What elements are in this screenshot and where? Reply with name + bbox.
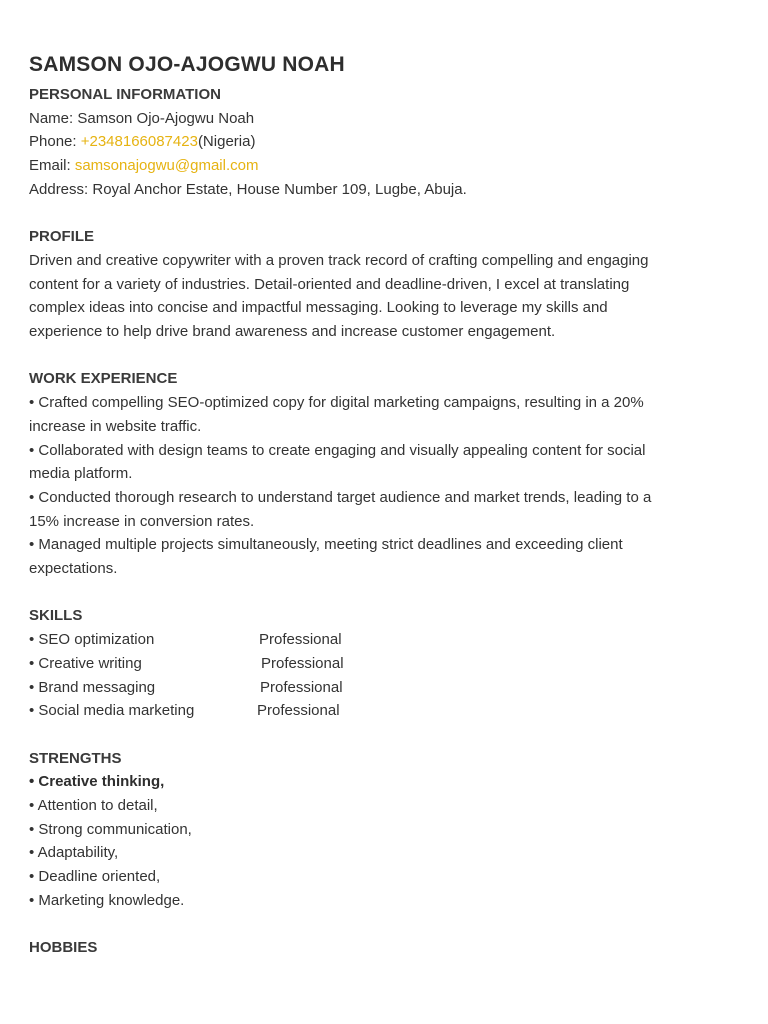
skill-name: • Creative writing — [29, 654, 142, 672]
strengths-section — [29, 747, 741, 913]
profile-line: experience to help drive brand awareness and increase customer engagement. — [29, 323, 556, 341]
work-section — [29, 367, 741, 580]
skill-row — [29, 628, 741, 652]
skill-name: • Social media marketing — [29, 702, 195, 720]
work-line: • Collaborated with design teams to create engaging and visually appealing content for social — [29, 441, 646, 459]
strength-item: • Attention to detail, — [29, 796, 158, 814]
strengths-heading: STRENGTHS — [29, 749, 122, 767]
profile-section — [29, 225, 741, 344]
skills-section — [29, 604, 741, 722]
profile-line: complex ideas into concise and impactful messaging. Looking to leverage my skills and — [29, 299, 608, 317]
resume-document — [29, 50, 741, 960]
work-line: increase in website traffic. — [29, 417, 202, 435]
work-line: • Conducted thorough research to understand target audience and market trends, leading to a — [29, 488, 652, 506]
email-link[interactable]: samsonajogwu@gmail.com — [74, 157, 259, 175]
skill-level: Professional — [261, 654, 344, 672]
phone-link[interactable]: +2348166087423 — [80, 133, 198, 151]
work-line: expectations. — [29, 560, 118, 578]
work-line: 15% increase in conversion rates. — [29, 512, 255, 530]
hobbies-section — [29, 936, 741, 960]
phone-line — [29, 130, 741, 154]
work-line: • Managed multiple projects simultaneously, meeting strict deadlines and exceeding client — [29, 536, 623, 554]
skill-level: Professional — [259, 631, 342, 649]
personal-section — [29, 83, 741, 202]
spacer — [29, 581, 741, 605]
skill-name: • SEO optimization — [29, 631, 155, 649]
spacer — [29, 723, 741, 747]
profile-line: content for a variety of industries. Detail-oriented and deadline-driven, I excel at translating — [29, 275, 630, 293]
skills-heading: SKILLS — [29, 607, 83, 625]
email-line — [29, 154, 741, 178]
profile-line: Driven and creative copywriter with a proven track record of crafting compelling and engaging — [29, 251, 649, 269]
skill-row — [29, 652, 741, 676]
strength-item: • Adaptability, — [29, 844, 119, 862]
spacer — [29, 202, 741, 226]
strength-item: • Deadline oriented, — [29, 868, 161, 886]
spacer — [29, 912, 741, 936]
work-heading: WORK EXPERIENCE — [29, 370, 178, 388]
work-line: • Crafted compelling SEO-optimized copy for digital marketing campaigns, resulting in a 20% — [29, 394, 644, 412]
spacer — [29, 344, 741, 368]
skill-name: • Brand messaging — [29, 678, 156, 696]
hobbies-heading: HOBBIES — [29, 939, 98, 957]
resume-name: SAMSON OJO-AJOGWU NOAH — [29, 53, 345, 76]
phone-suffix: (Nigeria) — [197, 133, 256, 151]
profile-heading: PROFILE — [29, 228, 95, 246]
skill-row — [29, 699, 741, 723]
skill-row — [29, 676, 741, 700]
strength-item: • Creative thinking, — [29, 773, 165, 791]
skill-level: Professional — [257, 702, 340, 720]
work-line: media platform. — [29, 465, 133, 483]
personal-heading: PERSONAL INFORMATION — [29, 86, 221, 103]
skill-level: Professional — [260, 678, 343, 696]
phone-label: Phone: — [29, 133, 81, 151]
address-line: Address: Royal Anchor Estate, House Number 109, Lugbe, Abuja. — [29, 180, 467, 198]
name-line: Name: Samson Ojo-Ajogwu Noah — [29, 109, 255, 127]
strength-item: • Marketing knowledge. — [29, 891, 185, 909]
email-label: Email: — [29, 157, 75, 175]
strength-item: • Strong communication, — [29, 820, 192, 838]
